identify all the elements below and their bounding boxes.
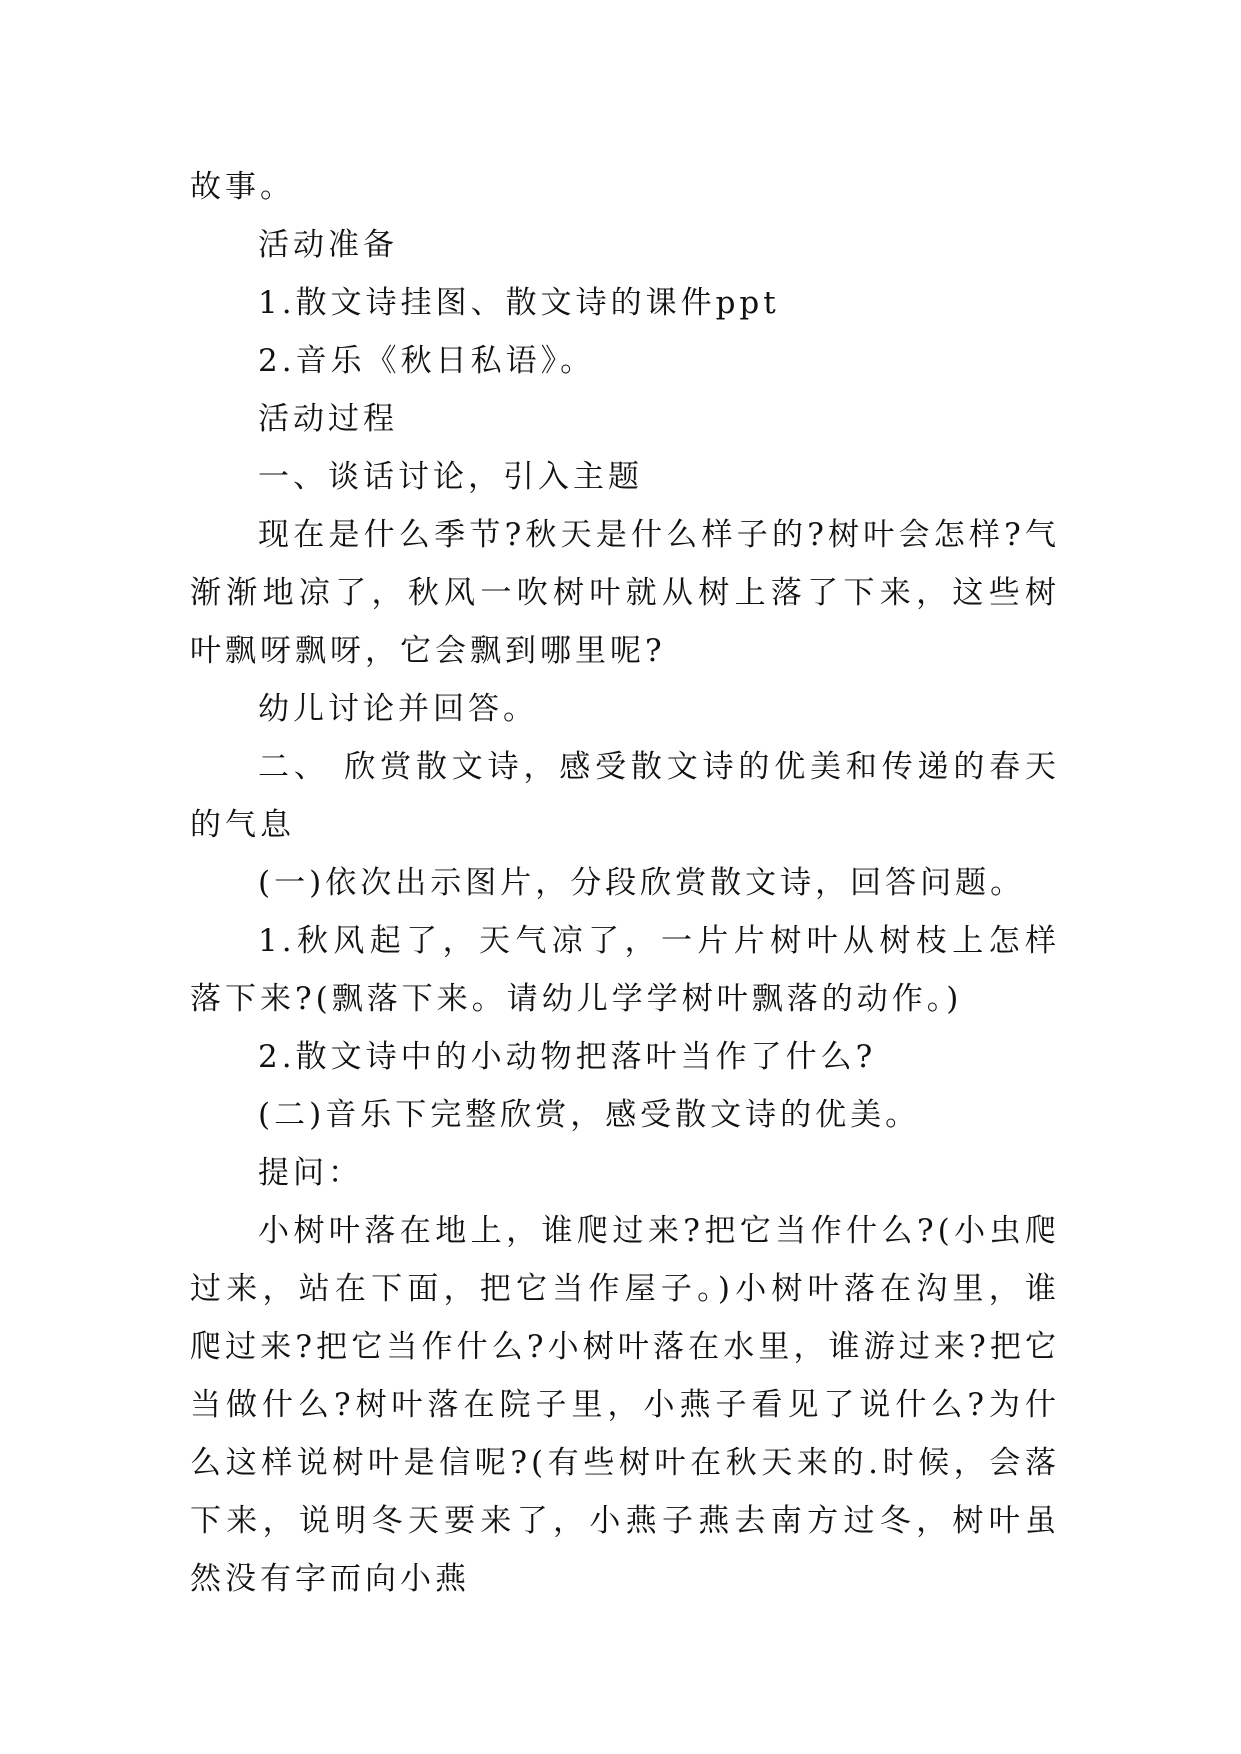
subsection-heading-1: (一)依次出示图片，分段欣赏散文诗，回答问题。	[258, 865, 1026, 901]
question-item-2: 2.散文诗中的小动物把落叶当作了什么?	[258, 1039, 877, 1075]
question-item-1: 1.秋风起了，天气凉了，一片片树叶从树枝上怎样落下来?(飘落下来。请幼儿学学树叶飘落的动作。)	[190, 923, 1060, 1017]
section-heading-1: 一、谈话讨论，引入主题	[258, 459, 643, 495]
heading-questions: 提问：	[258, 1155, 363, 1191]
paragraph-season-questions: 现在是什么季节?秋天是什么样子的?树叶会怎样?气渐渐地凉了，秋风一吹树叶就从树上落了下来，这些树叶飘呀飘呀，它会飘到哪里呢?	[190, 517, 1060, 669]
paragraph-children-discuss: 幼儿讨论并回答。	[258, 691, 538, 727]
subsection-heading-2: (二)音乐下完整欣赏，感受散文诗的优美。	[258, 1097, 921, 1133]
section-heading-2: 二、 欣赏散文诗，感受散文诗的优美和传递的春天的气息	[190, 749, 1060, 843]
document-body	[190, 158, 1060, 1608]
heading-activity-process: 活动过程	[258, 401, 398, 437]
paragraph-leaf-questions: 小树叶落在地上，谁爬过来?把它当作什么?(小虫爬过来，站在下面，把它当作屋子。)小树叶落在沟里，谁爬过来?把它当作什么?小树叶落在水里，谁游过来?把它当做什么?树叶落在院子里，小燕子看见了说什么?为什么这样说树叶是信呢?(有些树叶在秋天来的.时候，会落下来，说明冬天要来了，小燕子燕去南方过冬，树叶虽然没有字而向小燕	[190, 1213, 1060, 1597]
list-item-preparation-2: 2.音乐《秋日私语》。	[258, 343, 596, 379]
paragraph-story-end: 故事。	[190, 169, 295, 205]
heading-activity-preparation: 活动准备	[258, 227, 398, 263]
list-item-preparation-1: 1.散文诗挂图、散文诗的课件ppt	[258, 285, 780, 321]
